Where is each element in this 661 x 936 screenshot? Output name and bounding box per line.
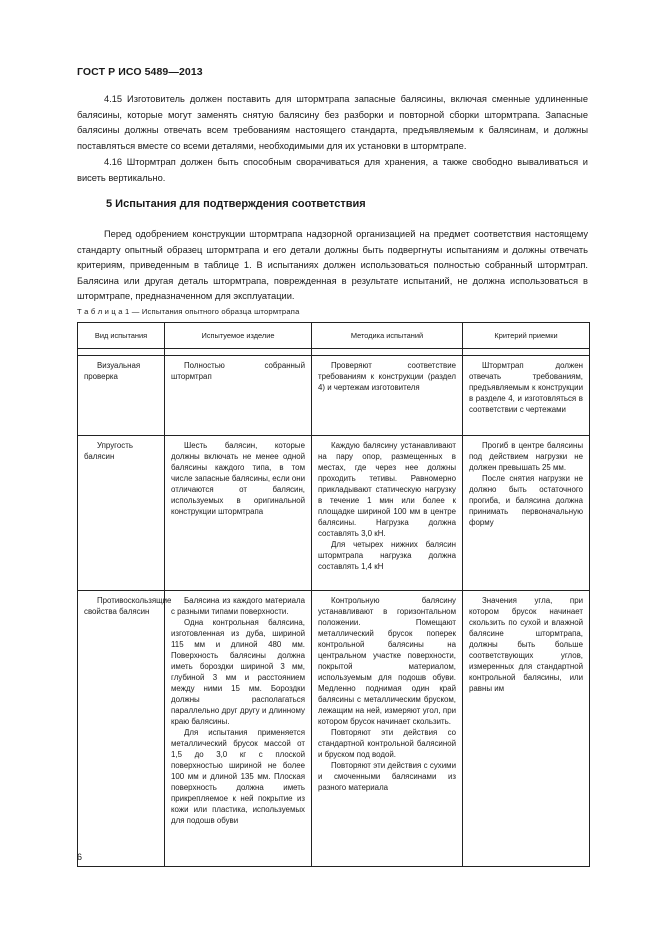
test-item: Одна контрольная балясина, изготовленная из дуба, шириной 115 мм и длиной 480 мм. Поверхность балясины должна иметь бороздки шириной 3 мм, глубиной 3 мм и расстоянием между ними 15 мм. Бороздки должны располагаться параллельно друг другу и длинному краю балясины. xyxy=(171,618,305,726)
paragraph-4-15: 4.15 Изготовитель должен поставить для штормтрапа запасные балясины, включая сменные удлиненные балясины, которые могут заменять снятую балясину без разборки и повторной сборки штормтрапа. Запасные балясины должны отвечать всем требованиям настоящего стандарта, предъявляемым к балясинам, и должны поставляться вместе со всеми деталями, необходимыми для их установки в штормтрапе. xyxy=(77,94,588,151)
test-method: Повторяют эти действия со стандартной контрольной балясиной и бруском под водой. xyxy=(318,728,456,759)
table-header-row xyxy=(78,323,590,349)
test-type: Упругость балясин xyxy=(84,441,133,461)
standard-header: ГОСТ Р ИСО 5489—2013 xyxy=(77,66,203,78)
page-number: 6 xyxy=(77,852,83,862)
section-intro: Перед одобрением конструкции штормтрапа надзорной организацией на предмет соответствия настоящему стандарту опытный образец штормтрапа и его детали должны быть подвергнуты испытаниям и должны отвечать критериям, приведенным в таблице 1. В испытаниях должен использоваться полностью собранный штормтрап. Балясина или другая деталь штормтрапа, поврежденная в результате испытаний, не должна использоваться в штормтрапе, предназначенном для эксплуатации. xyxy=(77,229,588,302)
table-row xyxy=(78,436,590,591)
test-method: Повторяют эти действия с сухими и смоченными балясинами из разного материала xyxy=(318,761,456,792)
test-method: Для четырех нижних балясин штормтрапа нагрузка должна составлять 1,4 кН xyxy=(318,540,456,571)
column-header: Критерий приемки xyxy=(463,323,590,349)
column-header: Испытуемое изделие xyxy=(165,323,312,349)
table-spacer-row xyxy=(78,349,590,356)
test-criteria: После снятия нагрузки не должно быть остаточного прогиба, и балясина должна принимать первоначальную форму xyxy=(469,474,583,527)
table-caption: Т а б л и ц а 1 — Испытания опытного образца штормтрапа xyxy=(77,307,300,316)
test-criteria: Штормтрап должен отвечать требованиям, предъявляемым к конструкции в разделе 4, и изготовляться в соответствии с чертежами xyxy=(469,361,583,414)
test-method: Проверяют соответствие требованиям к конструкции (раздел 4) и чертежам изготовителя xyxy=(318,361,456,392)
section-heading: 5 Испытания для подтверждения соответствия xyxy=(106,198,366,210)
test-item: Шесть балясин, которые должны включать не менее одной балясины каждого типа, в том числе запасные балясины, если они отличаются от балясин, используемых в оригинальной конструкции штормтрапа xyxy=(171,441,305,516)
test-criteria: Прогиб в центре балясины под действием нагрузки не должен превышать 25 мм. xyxy=(469,441,583,472)
column-header: Вид испытания xyxy=(78,323,165,349)
test-item: Балясина из каждого материала с разными типами поверхности. xyxy=(171,596,305,616)
paragraph-4-16: 4.16 Штормтрап должен быть способным сворачиваться для хранения, а также свободно вываливаться и висеть вертикально. xyxy=(77,157,588,183)
test-type: Визуальная проверка xyxy=(84,361,141,381)
column-header: Методика испытаний xyxy=(312,323,463,349)
test-item: Для испытания применяется металлический брусок массой от 1,5 до 3,0 кг с плоской поверхностью шириной не более 100 мм и длиной 135 мм. Плоская поверхность должна иметь прикрепляемое к ней покрытие из кожи или пластика, используемых для подошв обуви xyxy=(171,728,305,825)
table-row xyxy=(78,356,590,436)
table-row xyxy=(78,591,590,867)
test-item: Полностью собранный штормтрап xyxy=(171,361,305,381)
test-method: Контрольную балясину устанавливают в горизонтальном положении. Помещают металлический брусок поперек контрольной балясины на центральном участке поверхности, покрытой материалом, используемым для подошв обуви. Медленно поднимая один край балясины с металлическим бруском, лежащим на ней, измеряют угол, при котором брусок начинает скользить. xyxy=(318,596,456,726)
test-method: Каждую балясину устанавливают на пару опор, размещенных в местах, где через нее должны проходить тетивы. Равномерно прикладывают статическую нагрузку в течение 1 мин или более к площадке шириной 100 мм в центре балясины. Нагрузка должна составлять 3,0 кН. xyxy=(318,441,456,538)
test-type: Противоскользящие свойства балясин xyxy=(84,596,172,616)
tests-table xyxy=(77,322,590,867)
test-criteria: Значения угла, при котором брусок начинает скользить по сухой и влажной балясине штормтрапа, должны быть больше соответствующих углов, измеренных для стандартной контрольной балясины, или равны им xyxy=(469,596,583,693)
